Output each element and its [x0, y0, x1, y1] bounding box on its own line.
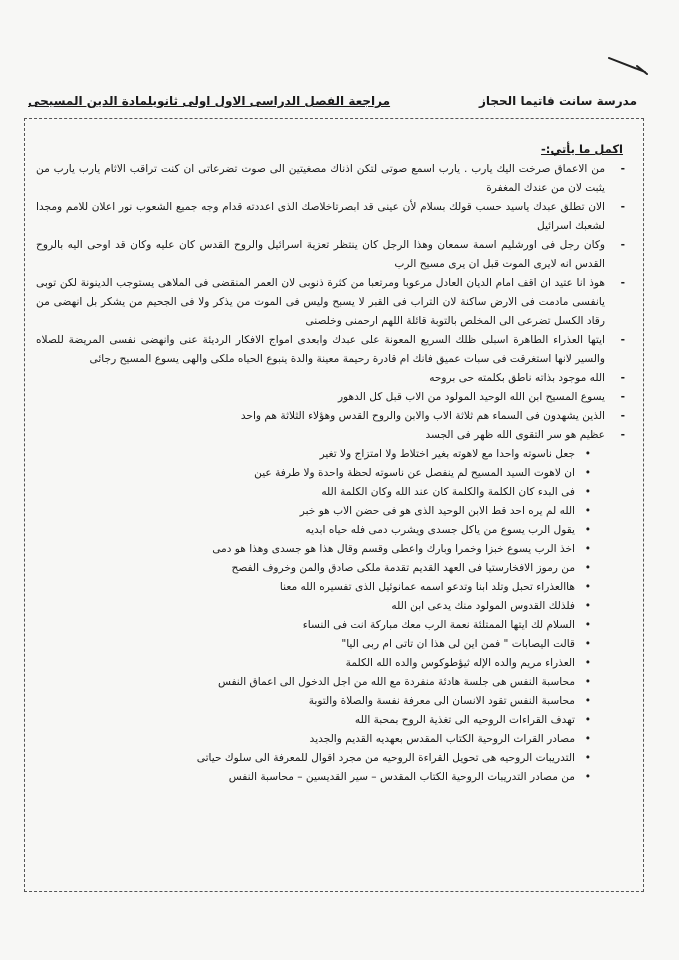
instruction-heading: اكمل ما يأتي:-	[540, 142, 623, 156]
list-item: - هوذ انا عتيد ان اقف امام الديان العادل مرعوبا ومرتعبا من كثرة ذنوبى لان العمر المنقضى فى الملاهى يستوجب الدينونة لكن توبى يانفسى مادمت فى الارض ساكنة لان التراب فى القبر لا يسبح وليس فى الموت من يذكر ولا فى الجحيم من يشكر بل انهضى من رقاد الكسل تضرعى الى المخلص بالتوبة قائلة اللهم ارحمنى وخلصنى	[36, 274, 631, 331]
sub-list-item: • فلذلك القدوس المولود منك يدعى ابن الله	[36, 597, 631, 616]
list-item: - وكان رجل فى اورشليم اسمة سمعان وهذا الرجل كان ينتظر تعزية اسرائيل والروح القدس كان عليه وكان قد اوحى اليه بالروح القدس انه لايرى الموت قبل ان يرى مسيح الرب	[36, 236, 631, 274]
corner-pen-mark	[607, 52, 651, 78]
sub-list-item: • السلام لك ايتها الممتلئة نعمة الرب معك مباركة انت فى النساء	[36, 616, 631, 635]
sub-list-item: • مصادر القرات الروحية الكتاب المقدس بعهديه القديم والجديد	[36, 730, 631, 749]
list-item: - من الاعماق صرخت اليك يارب . يارب اسمع صوتى لتكن اذناك مصغيتين الى صوت تضرعاتى ان كنت تراقب الاثام يارب يارب من يثبت لان من عندك المغفرة	[36, 160, 631, 198]
list-item: - الذين يشهدون فى السماء هم ثلاثة الاب والابن والروح القدس وهؤلاء الثلاثة هم واحد	[36, 407, 631, 426]
sub-list-item: • الله لم يره احد قط الابن الوحيد الذى هو فى حضن الاب هو خبر	[36, 502, 631, 521]
sub-list-item: • هاالعذراء تحبل وتلد ابنا وتدعو اسمه عمانوئيل الذى تفسيره الله معنا	[36, 578, 631, 597]
sub-list-item: • من رموز الافخارستيا فى العهد القديم تقدمة ملكى صادق والمن وخروف الفصح	[36, 559, 631, 578]
sub-list-item: • تهدف القراءات الروحيه الى تغذية الروح بمحبة الله	[36, 711, 631, 730]
sub-list-item: • جعل ناسوته واحدا مع لاهوته بغير اختلاط ولا امتزاج ولا تغير	[36, 445, 631, 464]
list-item: - يسوع المسيح ابن الله الوحيد المولود من الاب قبل كل الدهور	[36, 388, 631, 407]
review-title: مراجعة الفصل الدراسى الاول اولى ثانويلمادة الدين المسيحى	[28, 94, 391, 108]
page-header	[28, 94, 637, 114]
list-item: - عظيم هو سر التقوى الله ظهر فى الجسد	[36, 426, 631, 445]
sub-list-item: • يقول الرب يسوع من ياكل جسدى ويشرب دمى فله حياه ابديه	[36, 521, 631, 540]
list-item: - الان تطلق عبدك ياسيد حسب قولك بسلام لأن عينى قد ابصرتاخلاصك الذى اعددته قدام وجه جميع الشعوب نور اعلان للامم ومجدا لشعبك اسرائيل	[36, 198, 631, 236]
sub-list-item: • قالت اليصابات " فمن اين لى هذا ان تاتى ام ربى اليا"	[36, 635, 631, 654]
sub-list-item: • اخذ الرب يسوع خبزا وخمرا وبارك واعطى وقسم وقال هذا هو جسدى وهذا هو دمى	[36, 540, 631, 559]
main-list	[36, 160, 631, 445]
sub-list-item: • ان لاهوت السيد المسيح لم ينفصل عن ناسوته لحظة واحدة ولا طرفة عين	[36, 464, 631, 483]
sub-list	[36, 445, 631, 787]
sub-list-item: • التدريبات الروحيه هى تحويل القراءة الروحيه من مجرد اقوال للمعرفة الى سلوك حياتى	[36, 749, 631, 768]
review-content	[36, 160, 631, 787]
school-name: مدرسة سانت فاتيما الحجاز	[478, 94, 637, 108]
sub-list-item: • من مصادر التدريبات الروحية الكتاب المقدس – سير القديسين – محاسبة النفس	[36, 768, 631, 787]
sub-list-item: • محاسبة النفس تقود الانسان الى معرفة نفسة والصلاة والتوبة	[36, 692, 631, 711]
sub-list-item: • محاسبة النفس هى جلسة هادئة منفردة مع الله من اجل الدخول الى اعماق النفس	[36, 673, 631, 692]
sub-list-item: • العذراء مريم والده الإله ثيؤطوكوس والده الله الكلمة	[36, 654, 631, 673]
list-item: - ايتها العذراء الطاهرة اسبلى ظلك السريع المعونة على عبدك وابعدى امواج الافكار الرديئة عنى وانهضى نفسى المريضة للصلاه والسير لانها استغرقت فى سبات عميق فانك ام قادرة رحيمة معينة والدة ينبوع الحياه ملكى والهى يسوع المسيح رجائى	[36, 331, 631, 369]
sub-list-item: • فى البدء كان الكلمة والكلمة كان عند الله وكان الكلمة الله	[36, 483, 631, 502]
list-item: - الله موجود بذاته ناطق بكلمته حى بروحه	[36, 369, 631, 388]
